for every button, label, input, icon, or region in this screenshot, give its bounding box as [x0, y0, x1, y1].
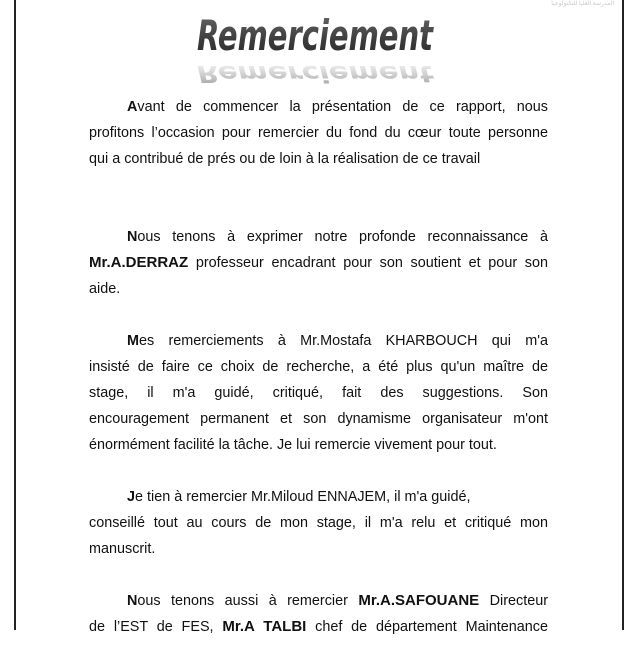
paragraph-3: [89, 328, 548, 458]
para3-line3: stage, il m'a guidé, critiqué, fait des suggestions. Son: [89, 385, 548, 401]
page-border-left: [14, 0, 16, 630]
para1-line1: [89, 94, 548, 120]
para3-line1: [89, 328, 548, 354]
para5-initial: N: [127, 593, 138, 609]
para3-line2: insisté de faire ce choix de recherche, a été plus qu'un maître de: [89, 359, 548, 375]
para2-line1-text: ous tenons à exprimer notre profonde reconnaissance à: [137, 229, 548, 245]
para2-line1: [89, 224, 548, 250]
para1-line1-text: vant de commencer la présentation de ce rapport, nous: [137, 99, 548, 115]
page-title: Remerciement: [197, 11, 435, 60]
para4-line1-text: e tien à remercier Mr.Miloud ENNAJEM, il m'a guidé,: [135, 489, 471, 505]
para4-line1: [89, 484, 548, 510]
para3-initial: M: [127, 333, 139, 349]
para2-line2: [89, 250, 548, 276]
para1-line3: qui a contribué de prés ou de loin à la réalisation de ce travail: [89, 151, 481, 167]
page-border-right: [622, 0, 624, 630]
safouane-name: Mr.A.SAFOUANE: [358, 592, 480, 609]
para4-line3: manuscrit.: [89, 541, 156, 557]
paragraph-5: [89, 588, 548, 640]
paragraph-1: [89, 94, 548, 172]
para5-line2-text-a: de l’EST de FES,: [89, 619, 223, 635]
para2-line3: aide.: [89, 281, 121, 297]
para3-line1-text: es remerciements à Mr.Mostafa KHARBOUCH qui m'a: [139, 333, 548, 349]
title-reflection: Remerciement: [197, 60, 435, 88]
para2-initial: N: [127, 229, 138, 245]
para3-line4: encouragement permanent et son dynamisme organisateur m'ont: [89, 411, 548, 427]
para4-initial: J: [127, 489, 136, 505]
para1-initial: A: [127, 99, 138, 115]
para5-line1: [89, 588, 548, 614]
derraz-name: Mr.A.DERRAZ: [89, 254, 189, 271]
talbi-name: Mr.A TALBI: [222, 618, 307, 635]
para5-line2-text-b: chef de département Maintenance: [306, 619, 548, 635]
paragraph-2: [89, 224, 548, 302]
para4-line2: conseillé tout au cours de mon stage, il m'a relu et critiqué mon: [89, 515, 548, 531]
para1-line2: profitons l’occasion pour remercier du fond du cœur toute personne: [89, 125, 548, 141]
para5-line1-text-b: Directeur: [479, 593, 548, 609]
title-banner: [0, 0, 638, 86]
para5-line1-text-a: ous tenons aussi à remercier: [137, 593, 359, 609]
para3-line5: énormément facilité la tâche. Je lui remercie vivement pour tout.: [89, 437, 497, 453]
para2-line2-text: professeur encadrant pour son soutient et pour son: [188, 255, 548, 271]
title-wordart: [190, 0, 440, 86]
acknowledgements-body: [89, 94, 548, 666]
paragraph-4: [89, 484, 548, 562]
corner-logo: المدرسة العليا للتكنولوجيا: [551, 1, 614, 7]
para5-line2: [89, 614, 548, 640]
